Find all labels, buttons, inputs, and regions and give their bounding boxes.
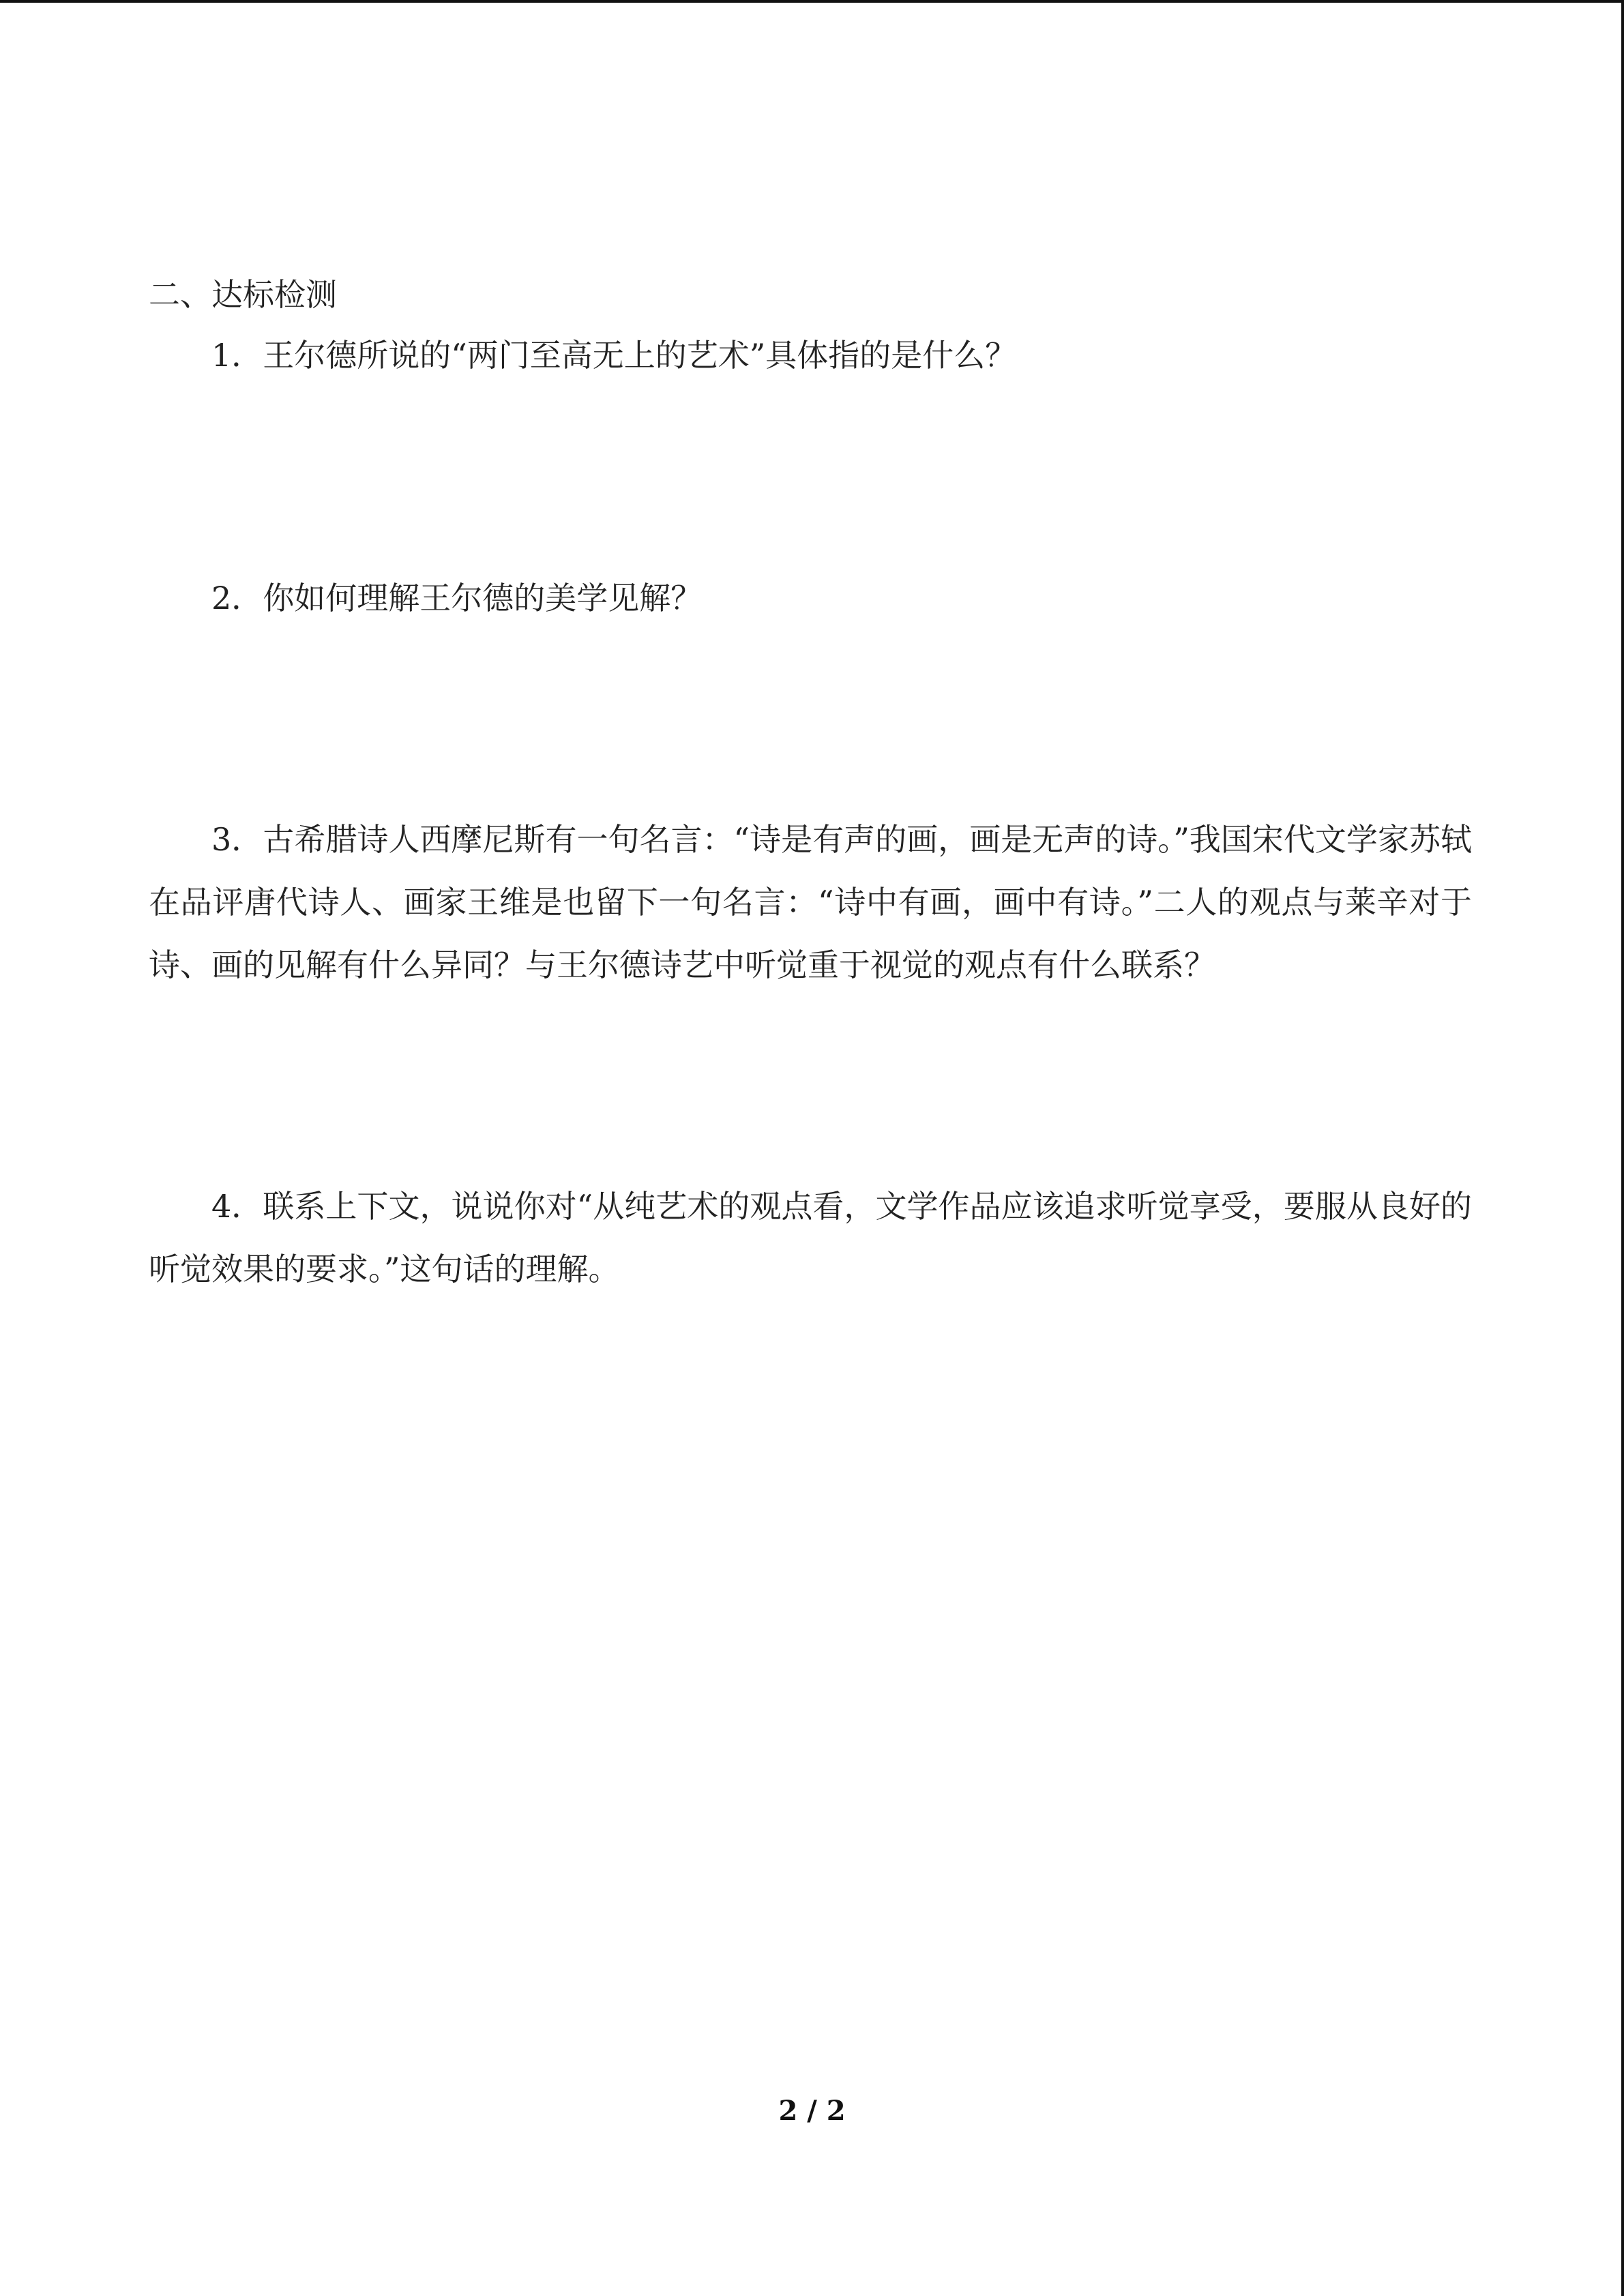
document-body	[149, 269, 1472, 1300]
question-3: 3．古希腊诗人西摩尼斯有一句名言：“诗是有声的画，画是无声的诗。”我国宋代文学家苏轼在品评唐代诗人、画家王维是也留下一句名言：“诗中有画，画中有诗。”二人的观点与莱辛对于诗、画的见解有什么异同？与王尔德诗艺中听觉重于视觉的观点有什么联系？	[149, 821, 1472, 983]
page-number: 2 / 2	[778, 2095, 846, 2127]
question-2: 2．你如何理解王尔德的美学见解？	[211, 580, 703, 616]
page-top-border	[0, 0, 1624, 3]
question-1: 1．王尔德所说的“两门至高无上的艺术”具体指的是什么？	[211, 337, 1017, 374]
section-heading: 二、达标检测	[149, 276, 337, 313]
page-right-border	[1621, 0, 1624, 2296]
question-4: 4．联系上下文，说说你对“从纯艺术的观点看，文学作品应该追求听觉享受，要服从良好的听觉效果的要求。”这句话的理解。	[149, 1188, 1472, 1287]
